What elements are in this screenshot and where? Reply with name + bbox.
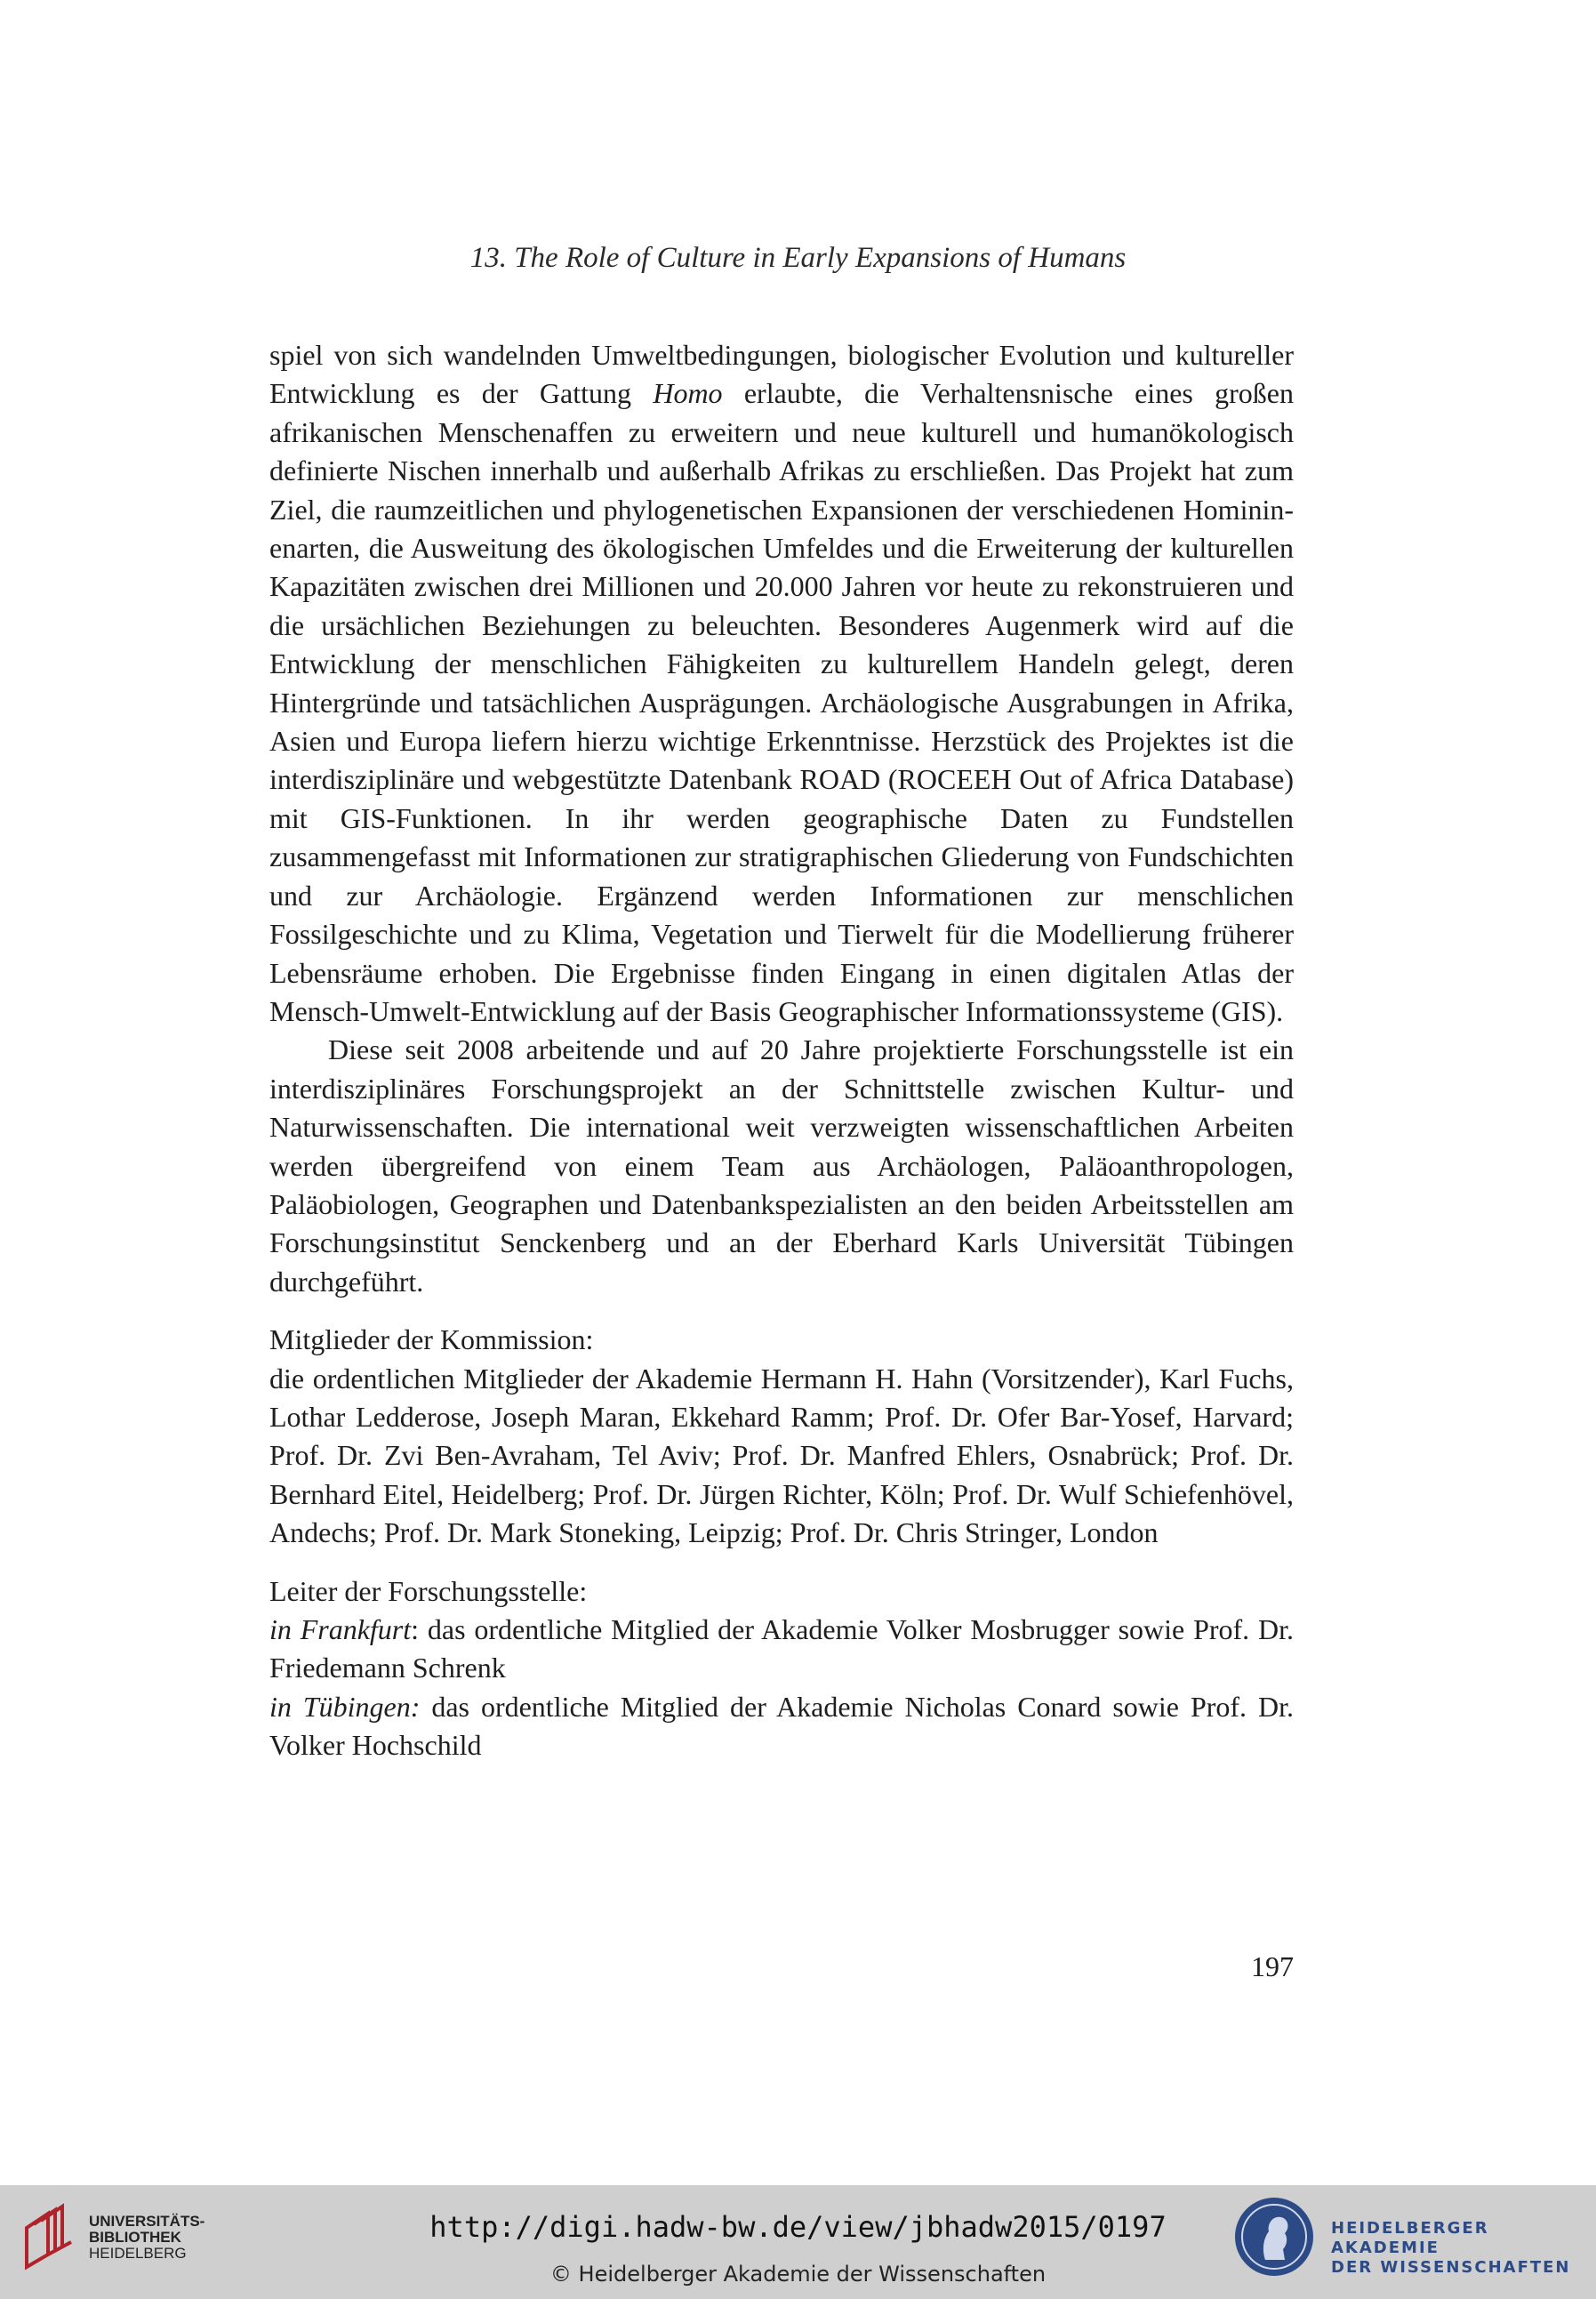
tuebingen-text: das ordentliche Mitglied der Akademie Nicholas Conard sowie Prof. Dr. Volker Hochschild — [269, 1690, 1295, 1762]
tuebingen-label: in Tübingen: — [269, 1690, 421, 1723]
paragraph-2: Diese seit 2008 arbeitende und auf 20 Jahre projektierte Forschungsstelle ist ein interdisziplinäres Forschungsprojekt an der Schnittstelle zwischen Kultur- und Naturwissenschaften. Die international weit verzweigten wissenschaftlichen Arbeiten werden übergreifend von einem Team aus Archäologen, Paläoanthropologen, Paläobiologen, Geographen und Datenbankspezialisten an den beiden Arbeitsstellen am Forschungsinstitut Senckenberg und an der Eberhard Karls Universität Tübingen durchgeführt. — [269, 1033, 1294, 1298]
copyright-notice: © Heidelberger Akademie der Wissenschaften — [549, 2262, 1047, 2287]
body-text — [269, 336, 1294, 1765]
academy-seal-icon — [1231, 2194, 1317, 2279]
academy-name — [1331, 2219, 1596, 2278]
leader-frankfurt — [269, 1611, 1294, 1688]
paragraph-1-part-a: spiel von sich wandelnden Umweltbedingungen, biologischer Evolution und kultureller Entwicklung es der Gattung — [269, 339, 1294, 410]
running-title: 13. The Role of Culture in Early Expansions of Humans — [469, 242, 1127, 274]
leaders-heading: Leiter der Forschungsstelle: — [269, 1574, 588, 1607]
frankfurt-label: in Frankfurt — [269, 1613, 412, 1645]
frankfurt-text: : das ordentliche Mitglied der Akademie Volker Mosbrugger sowie Prof. Dr. Friedemann Schrenk — [269, 1613, 1295, 1684]
ub-line-3: HEIDELBERG — [89, 2245, 187, 2262]
academy-line-1: HEIDELBERGER AKADEMIE — [1331, 2219, 1489, 2257]
academy-line-2: DER WISSENSCHAFTEN — [1331, 2258, 1571, 2277]
paragraph-1-part-b: erlaubte, die Verhaltensnische eines großen afrikanischen Menschenaffen zu erweitern und neue kulturell und humanökologisch definierte Nischen innerhalb und außerhalb Afrikas zu erschließen. Das Projekt hat zum Ziel, die raumzeitlichen und phylogenetischen Expansionen der verschiedenen Homininenarten, die Ausweitung des ökologischen Umfeldes und die Erweiterung der kulturellen Kapazitäten zwischen drei Millionen und 20.000 Jahren vor heute zu rekonstruieren und die ursächlichen Beziehungen zu beleuchten. Besonderes Augenmerk wird auf die Entwicklung der menschlichen Fähigkeiten zu kulturellem Handeln gelegt, deren Hintergründe und tatsächlichen Ausprägungen. Archäologische Ausgrabungen in Afrika, Asien und Europa liefern hierzu wichtige Erkenntnisse. Herzstück des Projektes ist die interdisziplinäre und webgestützte Datenbank ROAD (ROCEEH Out of Africa Database) mit GIS-Funktionen. In ihr werden geographische Daten zu Fundstellen zusammengefasst mit Informationen zur stratigraphischen Gliederung von Fundschichten und zur Archäologie. Ergänzend werden Informationen zur menschlichen Fossilgeschichte und zu Klima, Vegetation und Tierwelt für die Modellierung früherer Lebensräume erhoben. Die Ergebnisse finden Eingang in einen digitalen Atlas der Mensch-Umwelt-Entwicklung auf der Basis Geographischer Informationssysteme (GIS). — [269, 377, 1295, 1027]
leader-tuebingen — [269, 1688, 1294, 1765]
ub-line-2: BIBLIOTHEK — [89, 2229, 181, 2246]
page-number: 197 — [1251, 1950, 1294, 1982]
ub-line-1: UNIVERSITÄTS- — [89, 2213, 205, 2230]
permalink-url[interactable]: http://digi.hadw-bw.de/view/jbhadw2015/0197 — [429, 2210, 1167, 2244]
paragraph-1 — [269, 336, 1294, 1031]
genus-homo: Homo — [653, 377, 723, 410]
footer-bar — [0, 2185, 1596, 2299]
members-text: die ordentlichen Mitglieder der Akademie Hermann H. Hahn (Vorsitzender), Karl Fuchs, Lothar Ledderose, Joseph Maran, Ekkehard Ramm; Prof. Dr. Ofer Bar-Yosef, Harvard; Prof. Dr. Zvi Ben-Avraham, Tel Aviv; Prof. Dr. Manfred Ehlers, Osnabrück; Prof. Dr. Bernhard Eitel, Heidelberg; Prof. Dr. Jürgen Richter, Köln; Prof. Dr. Wulf Schiefenhövel, Andechs; Prof. Dr. Mark Stoneking, Leipzig; Prof. Dr. Chris Stringer, London — [269, 1362, 1294, 1549]
members-heading: Mitglieder der Kommission: — [269, 1323, 594, 1356]
